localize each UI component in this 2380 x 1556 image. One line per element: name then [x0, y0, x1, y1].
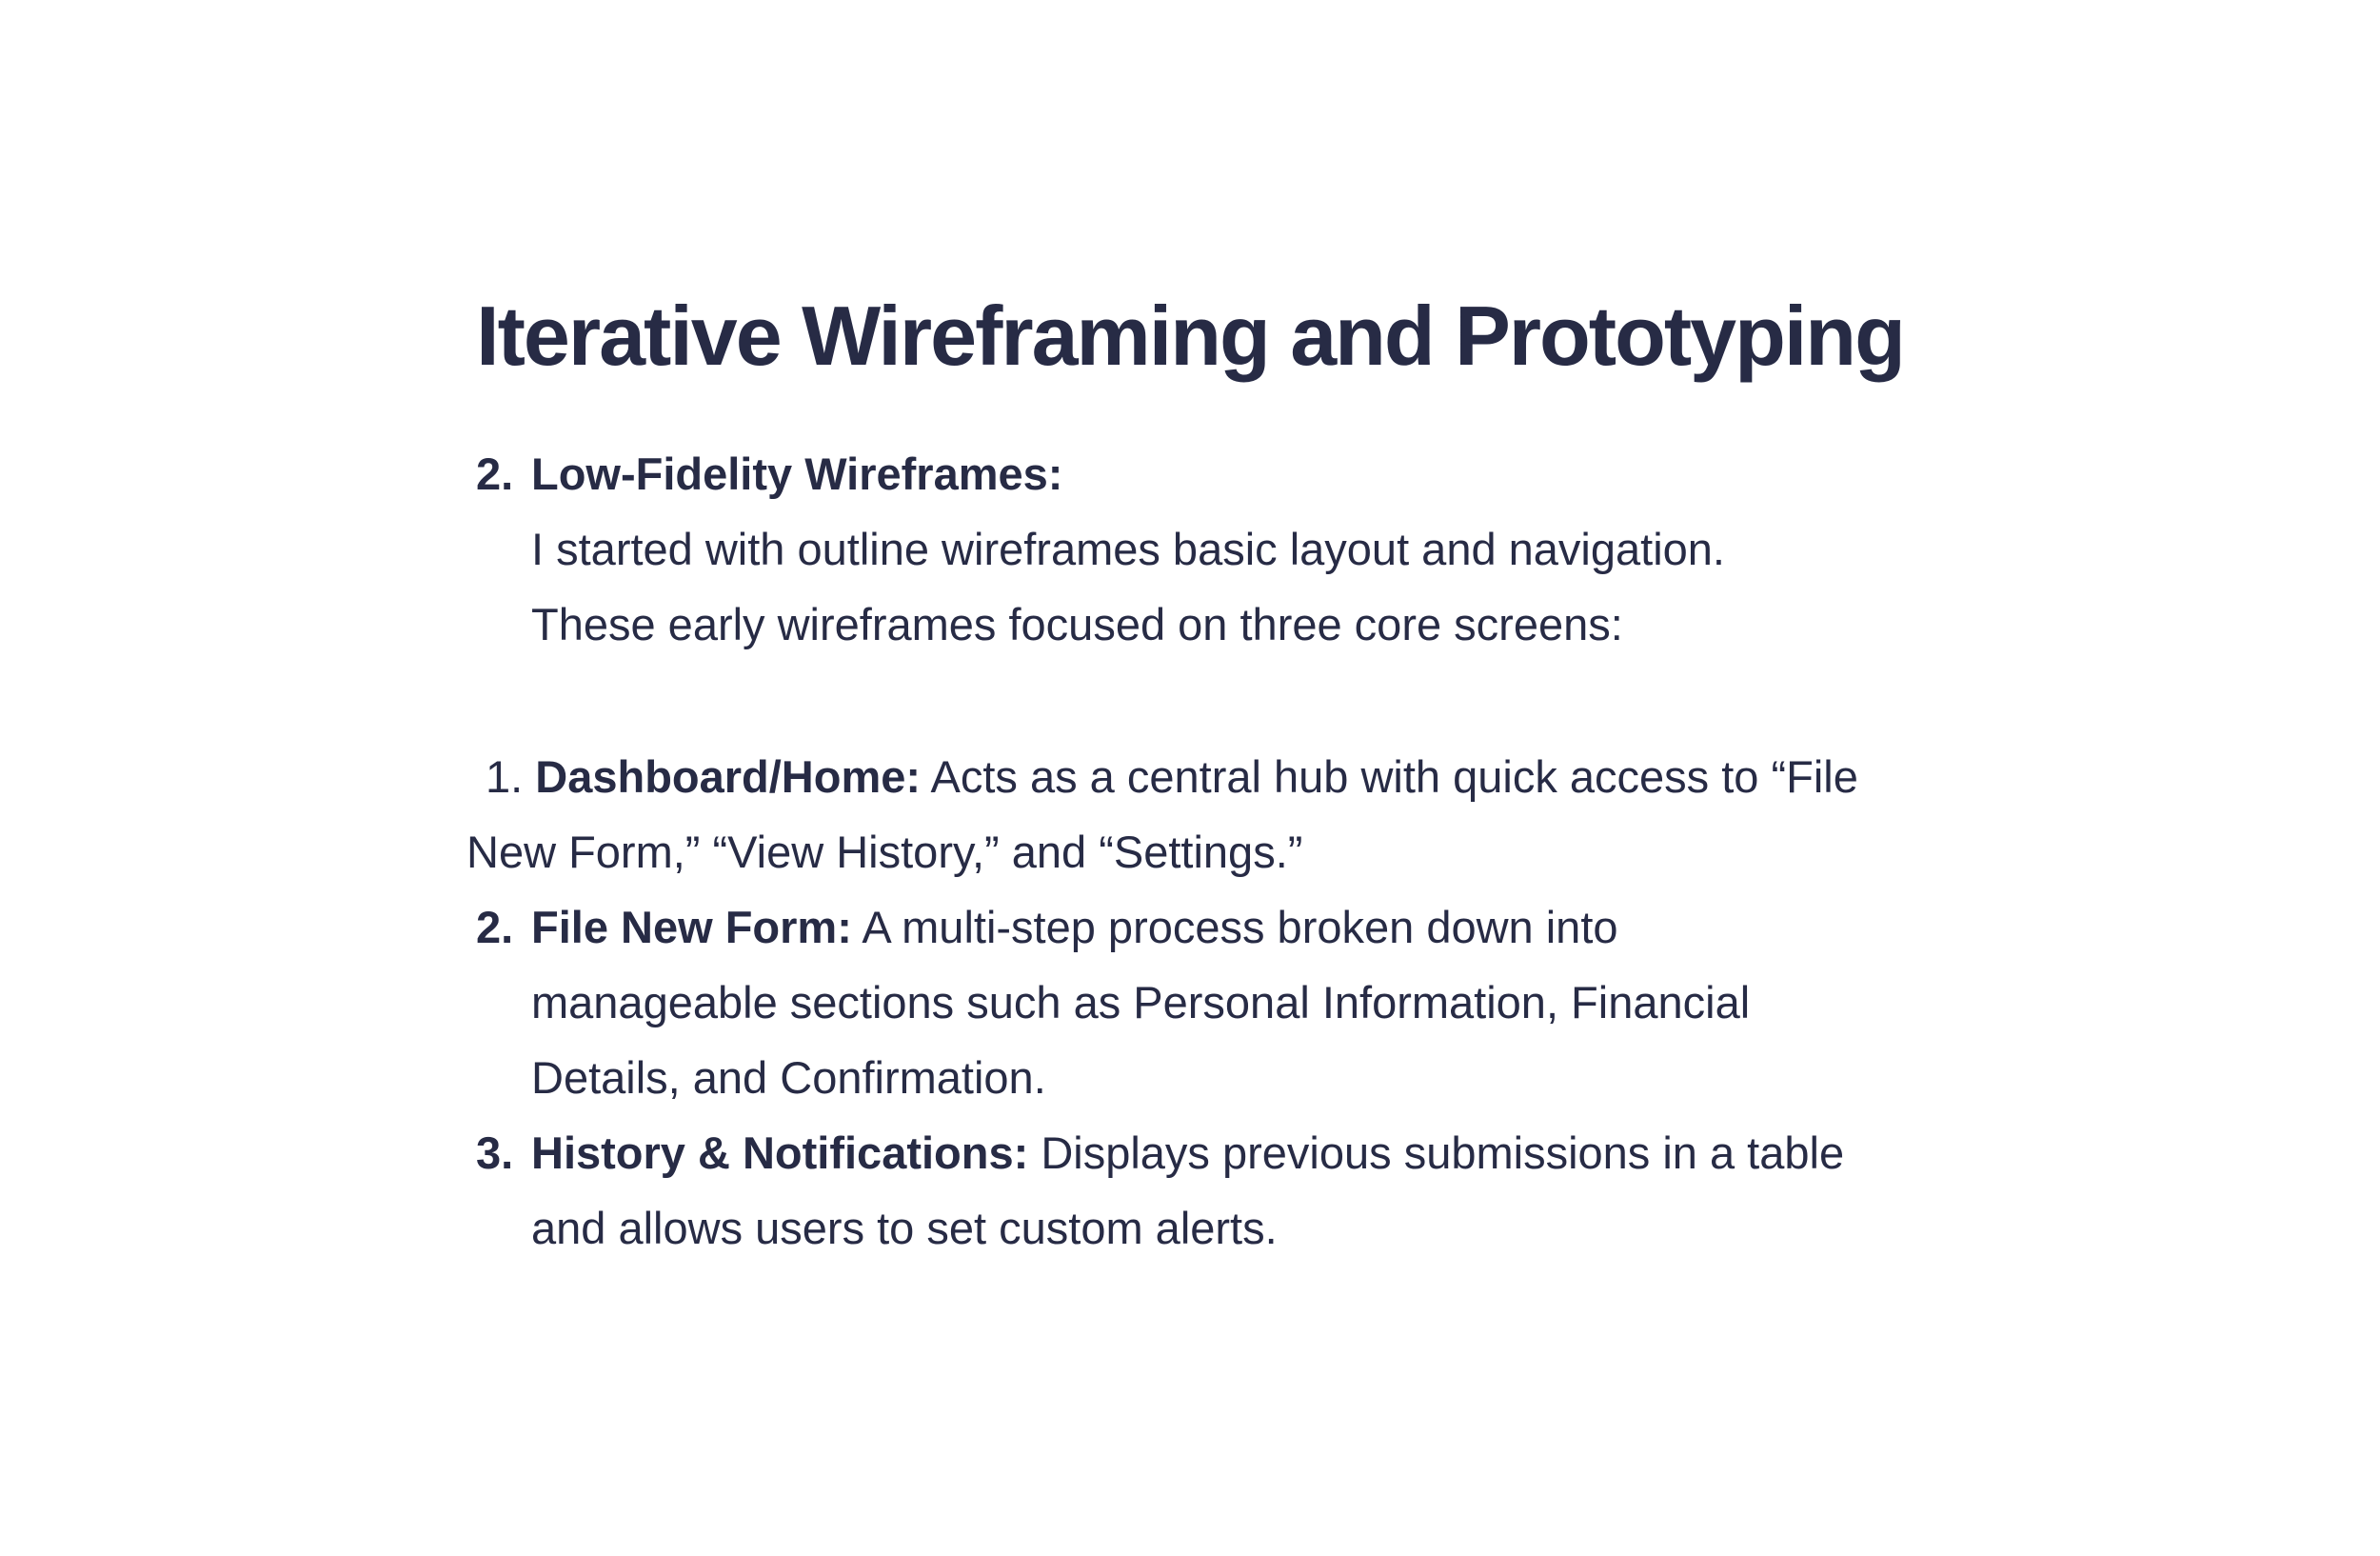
list-item-label: File New Form: — [531, 902, 852, 952]
list-item-number: 2. — [476, 902, 514, 952]
list-item-text-continued: Details, and Confirmation. — [531, 1052, 1046, 1103]
section-intro-line-2: These early wireframes focused on three core screens: — [531, 599, 1623, 649]
list-item-text-continued: manageable sections such as Personal Information, Financial — [531, 977, 1751, 1027]
list-item-text: A multi-step process broken down into — [851, 902, 1618, 952]
section-number: 2. — [476, 449, 514, 499]
list-item-text-continued: and allows users to set custom alerts. — [531, 1203, 1278, 1253]
list-item-label: History & Notifications: — [531, 1127, 1029, 1178]
list-item-history-notifications — [531, 1125, 1844, 1182]
list-item-text-continued: New Form,” “View History,” and “Settings.” — [466, 827, 1303, 877]
section-heading: Low-Fidelity Wireframes: — [531, 449, 1063, 499]
section-intro-line-1: I started with outline wireframes basic layout and navigation. — [531, 524, 1725, 574]
list-item-file-new-form — [531, 899, 1618, 956]
list-item-number: 3. — [476, 1127, 514, 1178]
list-item-label: Dashboard/Home: — [535, 751, 922, 802]
list-item-number: 1. — [486, 751, 524, 802]
page-title: Iterative Wireframing and Prototyping — [476, 289, 1904, 383]
list-item-dashboard — [486, 748, 1858, 806]
list-item-text: Acts as a central hub with quick access to “File — [921, 751, 1858, 802]
list-item-text: Displays previous submissions in a table — [1028, 1127, 1845, 1178]
